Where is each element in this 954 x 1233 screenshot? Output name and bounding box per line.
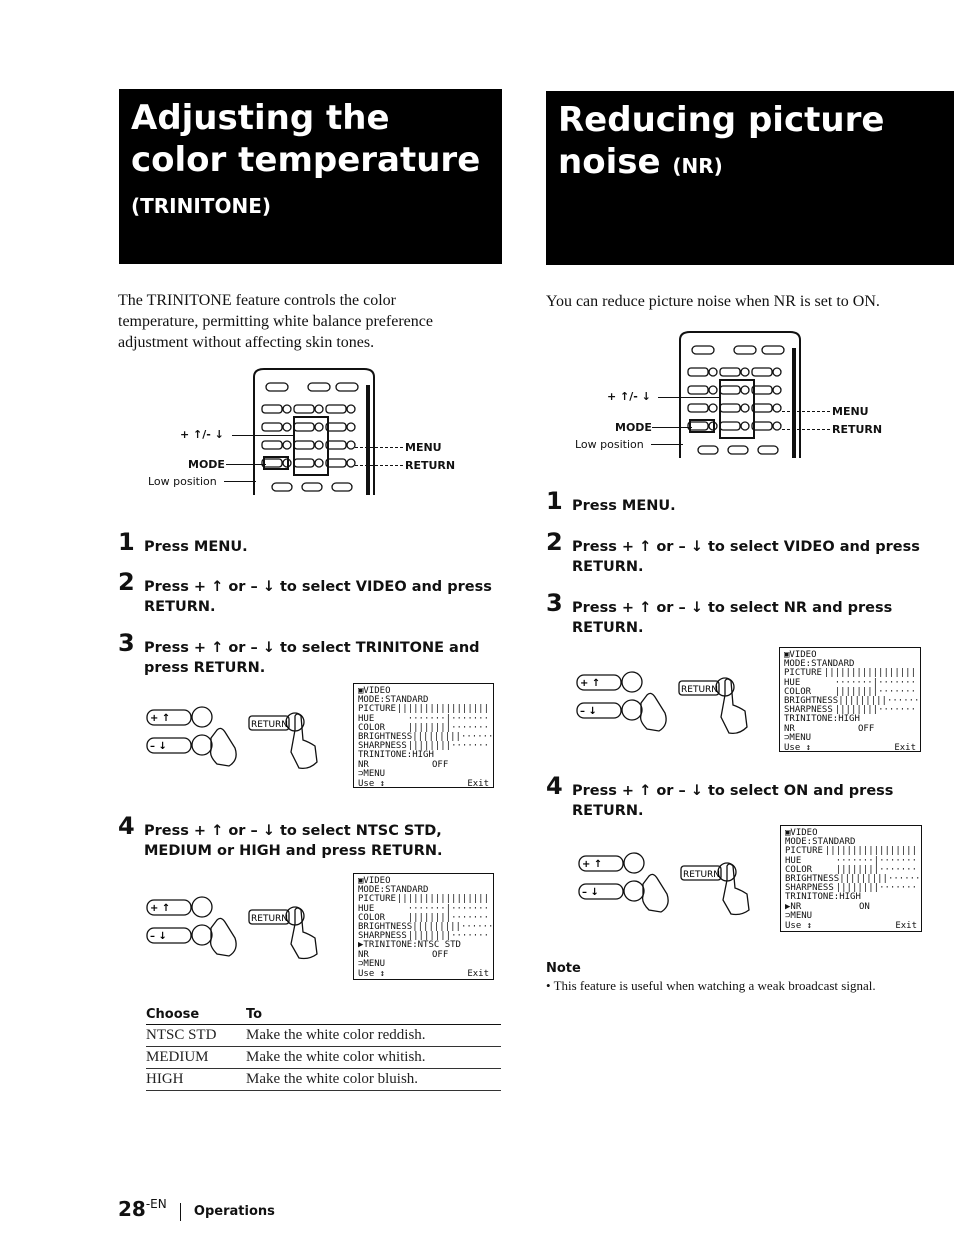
page-number: 28 [118, 1197, 146, 1221]
left-step-2: 2 Press + ↑ or – ↓ to select VIDEO and press RETURN. [118, 568, 492, 615]
left-remote-diagram [250, 365, 380, 500]
table-row: NTSC STD Make the white color reddish. [146, 1025, 501, 1047]
right-intro: You can reduce picture noise when NR is set to ON. [546, 293, 880, 310]
left-title: Adjusting the color temperature (TRINITONE) [131, 98, 481, 218]
right-step-2: 2 Press + ↑ or – ↓ to select VIDEO and press RETURN. [546, 528, 920, 575]
left-step3-return-button: RETURN [251, 720, 289, 730]
right-remote-diagram [676, 328, 806, 463]
left-step-1: 1 Press MENU. [118, 528, 248, 556]
left-step3-minus-icon: – ↓ [150, 741, 167, 752]
left-title-banner [119, 89, 502, 264]
left-step4-menu: ▣VIDEO MODE:STANDARD PICTURE ||||||||||||||||| HUE ·······|······· COLOR ||||||||······· BRIGHTNESS |||||||||······ SHARPNESS ||||||||······· ▶ TRINITONE : NTSC STD NR OFF ⊃MENU Use ↕ Exit [353, 873, 494, 980]
left-step-3: 3 Press + ↑ or – ↓ to select TRINITONE and press RETURN. [118, 629, 480, 676]
right-step3-return-button: RETURN [681, 685, 719, 695]
left-step4-minus-icon: – ↓ [150, 931, 167, 942]
left-step4-hands [145, 890, 325, 962]
page-suffix: -EN [145, 1197, 167, 1211]
right-step3-hands [575, 665, 755, 737]
left-step4-plus-icon: + ↑ [150, 903, 171, 914]
right-step-1: 1 Press MENU. [546, 487, 676, 515]
table-row: HIGH Make the white color bluish. [146, 1069, 501, 1091]
left-mode-label: MODE [188, 458, 225, 471]
left-intro: The TRINITONE feature controls the color temperature, permitting white balance preference adjustment without affecting skin tones. [118, 292, 433, 351]
choose-header: Choose [146, 1005, 246, 1025]
left-menu-label: MENU [405, 441, 442, 454]
note-text: • This feature is useful when watching a weak broadcast signal. [546, 978, 876, 993]
right-step-4: 4 Press + ↑ or – ↓ to select ON and press RETURN. [546, 772, 894, 819]
left-low-label: Low position [148, 475, 217, 488]
left-return-label: RETURN [405, 459, 456, 472]
right-plusminus-label: + ↑/- ↓ [607, 390, 651, 403]
right-step4-minus-icon: – ↓ [582, 887, 599, 898]
right-step3-menu: ▣VIDEO MODE:STANDARD PICTURE ||||||||||||||||| HUE ·······|······· COLOR ||||||||······· BRIGHTNESS |||||||||······ SHARPNESS ||||||||······· TRINITONE : HIGH NR OFF ⊃MENU Use ↕ Exit [779, 647, 921, 752]
page-footer [118, 1197, 275, 1221]
left-step3-plus-icon: + ↑ [150, 713, 171, 724]
left-step3-menu: ▣VIDEO MODE:STANDARD PICTURE ||||||||||||||||| HUE ·······|······· COLOR ||||||||······· BRIGHTNESS |||||||||······ SHARPNESS ||||||||······· TRINITONE : HIGH NR OFF ⊃MENU Use ↕ Exit [353, 683, 494, 788]
right-title-banner [546, 91, 954, 265]
left-plusminus-label: + ↑/- ↓ [180, 428, 224, 441]
right-step4-return-button: RETURN [683, 870, 721, 880]
right-step3-minus-icon: – ↓ [580, 706, 597, 717]
to-header: To [246, 1005, 501, 1025]
choose-table [146, 1005, 501, 1091]
right-step4-plus-icon: + ↑ [582, 859, 603, 870]
right-return-label: RETURN [832, 423, 883, 436]
left-step-4: 4 Press + ↑ or – ↓ to select NTSC STD, MEDIUM or HIGH and press RETURN. [118, 812, 443, 859]
right-low-label: Low position [575, 438, 644, 451]
note-heading: Note [546, 961, 581, 976]
right-step-3: 3 Press + ↑ or – ↓ to select NR and press RETURN. [546, 589, 893, 636]
right-menu-label: MENU [832, 405, 869, 418]
right-step4-menu: ▣VIDEO MODE:STANDARD PICTURE ||||||||||||||||| HUE ·······|······· COLOR ||||||||······· BRIGHTNESS |||||||||······ SHARPNESS ||||||||······· TRINITONE : HIGH ▶NR ON ⊃MENU Use ↕ Exit [780, 825, 922, 932]
left-step4-return-button: RETURN [251, 914, 289, 924]
right-step4-hands [577, 846, 757, 918]
left-step3-hands [145, 700, 325, 772]
right-step3-plus-icon: + ↑ [580, 678, 601, 689]
table-row: MEDIUM Make the white color whitish. [146, 1047, 501, 1069]
section-name: Operations [193, 1204, 275, 1219]
right-mode-label: MODE [615, 421, 652, 434]
right-title: Reducing picture noise (NR) [558, 100, 885, 182]
